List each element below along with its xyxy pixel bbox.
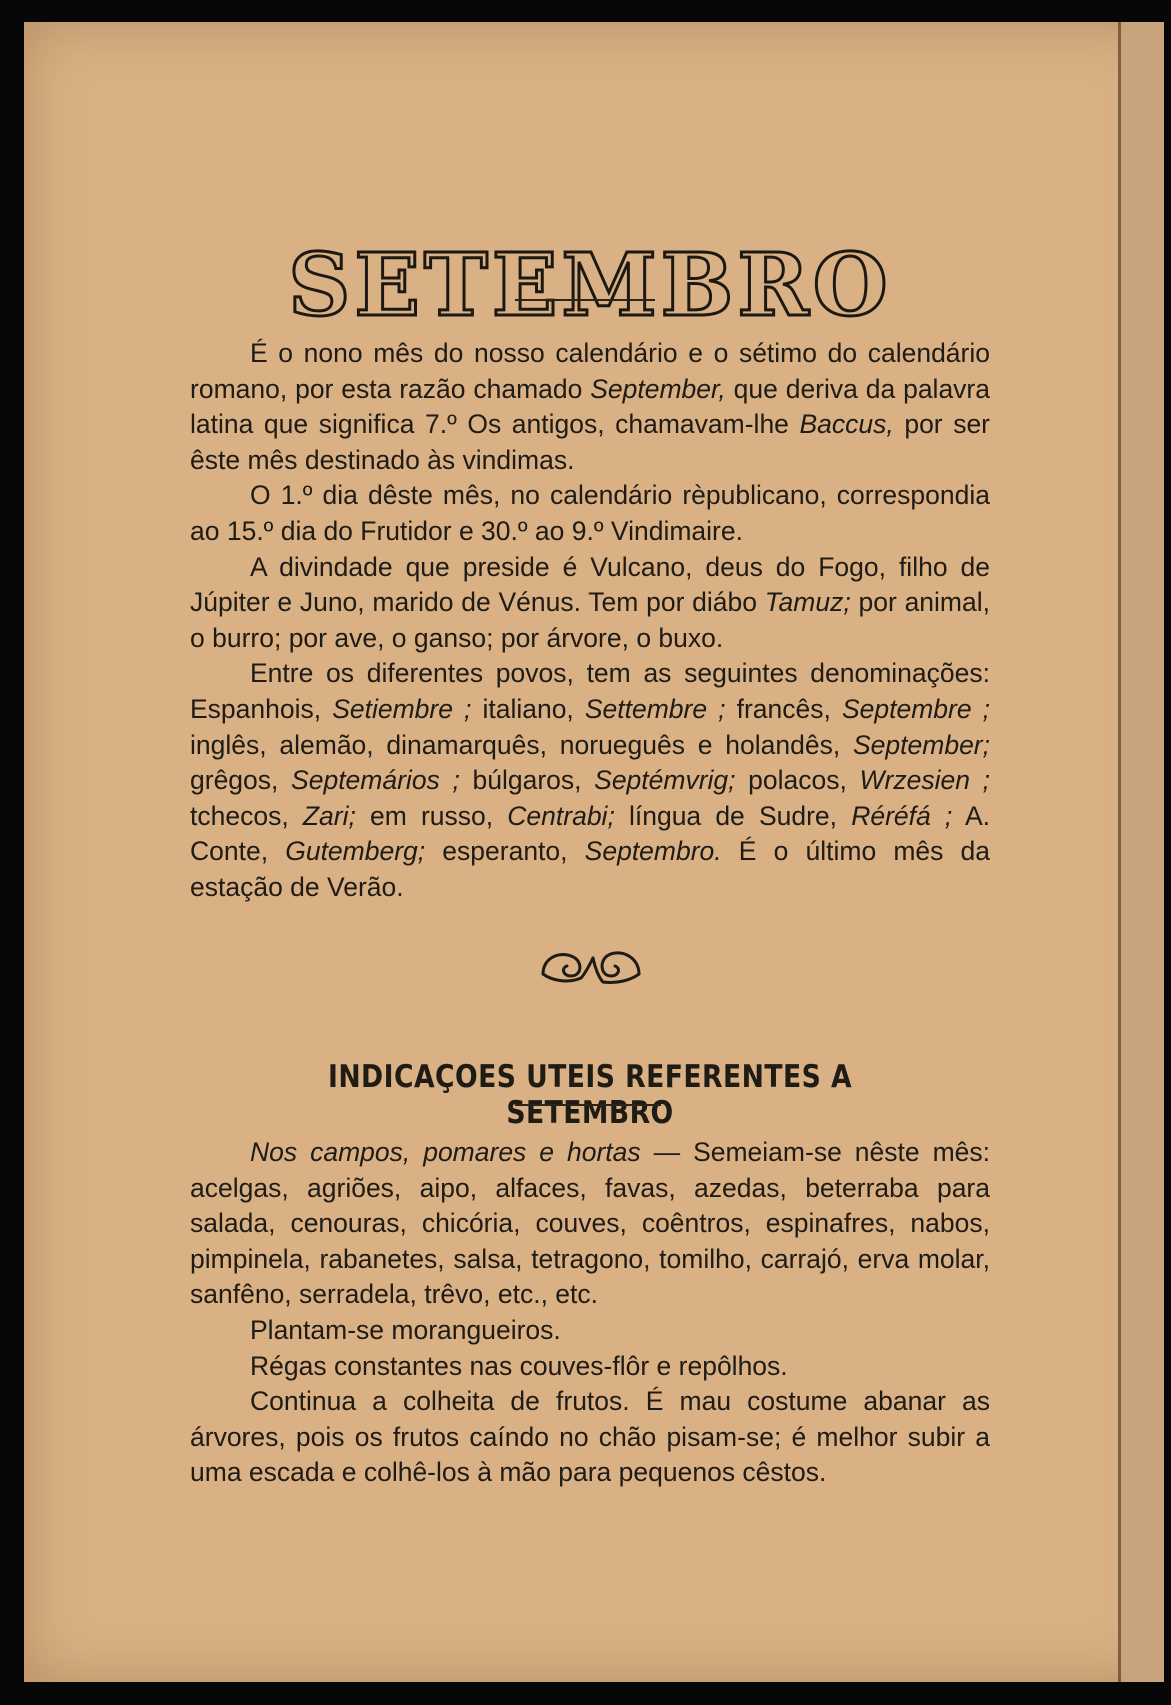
tips-paragraph-3: Régas constantes nas couves-flôr e repôlhos. bbox=[250, 1350, 788, 1381]
tips-paragraph-2: Plantam-se morangueiros. bbox=[250, 1314, 561, 1345]
intro-paragraph-1 bbox=[190, 336, 990, 478]
text-run: A. Conte, bbox=[190, 800, 990, 867]
tips-paragraph-1 bbox=[190, 1135, 990, 1313]
italic-term: Wrzesien ; bbox=[859, 765, 990, 796]
italic-term: Réréfá ; bbox=[851, 800, 953, 831]
text-run: polacos, bbox=[735, 765, 860, 796]
adjacent-page-edge bbox=[1121, 22, 1164, 1682]
heading-divider bbox=[515, 1104, 661, 1106]
italic-term: Setiembre ; bbox=[332, 693, 472, 724]
intro-paragraph-2: O 1.º dia dêste mês, no calendário rèpublicano, correspondia ao 15.º dia do Frutidor e 30.º ao 9.º Vindimaire. bbox=[190, 480, 990, 546]
text-run: É o último mês da estação de Verão. bbox=[190, 836, 991, 902]
italic-term: September, bbox=[590, 373, 726, 404]
text-run: língua de Sudre, bbox=[614, 800, 852, 831]
text-run: grêgos, bbox=[190, 765, 292, 796]
tips-paragraph-4: Continua a colheita de frutos. É mau costume abanar as árvores, pois os frutos caíndo no chão pisam-se; é melhor subir a uma escada e colhê-los à mão para pequenos cêstos. bbox=[190, 1386, 990, 1488]
text-run: que deriva da palavra latina que significa 7.º Os antigos, chamavam-lhe bbox=[190, 373, 990, 440]
intro-paragraph-4 bbox=[190, 656, 990, 905]
text-run: É o nono mês do nosso calendário e o sétimo do calendário romano, por esta razão chamado bbox=[190, 338, 990, 404]
text-run: — Semeiam-se nêste mês: acelgas, agriões, aipo, alfaces, favas, azedas, beterraba para salada, cenouras, chicória, couves, coêntros, espinafres, nabos, pimpinela, rabanetes, salsa, tetragono, tomilho, carrajó, erva molar, sanfêno, serradela, trêvo, etc., etc. bbox=[190, 1137, 990, 1310]
text-run: búlgaros, bbox=[459, 765, 595, 796]
text-run: francês, bbox=[725, 693, 842, 724]
text-run: tchecos, bbox=[190, 800, 303, 831]
italic-term: Septembro. bbox=[584, 836, 722, 867]
page-fold bbox=[1118, 22, 1121, 1682]
ornament-icon bbox=[537, 944, 645, 988]
text-run: italiano, bbox=[471, 693, 585, 724]
italic-term: Septemários ; bbox=[291, 765, 460, 796]
page-title: SETEMBRO bbox=[288, 234, 892, 336]
text-run: por animal, o burro; por ave, o ganso; por árvore, o buxo. bbox=[190, 587, 990, 653]
italic-term: Baccus, bbox=[799, 409, 894, 440]
tips-section bbox=[190, 1135, 990, 1491]
italic-term: Centrabi; bbox=[507, 800, 615, 831]
italic-term: Nos campos, pomares e hortas bbox=[250, 1137, 641, 1167]
italic-term: Tamuz; bbox=[764, 587, 851, 618]
section-heading: INDICAÇOES UTEIS REFERENTES A SETEMBRO bbox=[327, 1058, 853, 1131]
italic-term: September; bbox=[853, 729, 990, 760]
text-run: em russo, bbox=[355, 800, 508, 831]
text-run: esperanto, bbox=[425, 836, 585, 867]
italic-term: Gutemberg; bbox=[285, 836, 426, 867]
intro-paragraph-3 bbox=[190, 550, 990, 657]
intro-section bbox=[190, 336, 990, 906]
italic-term: Settembre ; bbox=[584, 693, 726, 724]
text-run: inglês, alemão, dinamarquês, norueguês e holandês, bbox=[190, 729, 853, 760]
text-run: Entre os diferentes povos, tem as seguintes denominações: Espanhois, bbox=[190, 658, 990, 724]
italic-term: Septémvrig; bbox=[594, 765, 736, 796]
italic-term: Septembre ; bbox=[841, 693, 990, 724]
text-run: A divindade que preside é Vulcano, deus do Fogo, filho de Júpiter e Juno, marido de Vénus. Tem por diábo bbox=[190, 551, 990, 618]
italic-term: Zari; bbox=[302, 800, 356, 831]
text-run: por ser êste mês destinado às vindimas. bbox=[190, 409, 991, 475]
title-divider bbox=[515, 299, 655, 301]
